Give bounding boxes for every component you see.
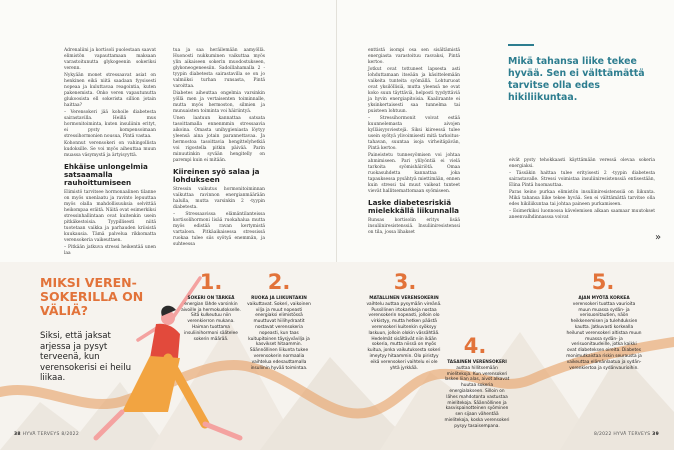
magazine-name: HYVÄ TERVEYS 8/2022 — [22, 432, 80, 437]
infographic-title: MIKSI VERENSOKERILLA ON VÄLIÄ? — [40, 275, 144, 318]
paragraph: Runsas kortisolin eritys lisää insuliiniresistenssiä. Insuliiniresistenssi on tila, jossa lihakset — [368, 218, 460, 235]
paragraph: – Pitkään jatkuva stressi heikentää unen laa — [64, 245, 156, 256]
paragraph: – Esimerkiksi luonnossa kävelemisen alkaan saamaar muutokset aneenvalhdinnasssa voivat — [509, 209, 655, 220]
step-number: 5. — [591, 270, 615, 294]
step-text — [566, 296, 642, 371]
step-number: 2. — [267, 270, 291, 294]
paragraph: Nykyään monet stressaavat asiat on henkinen eikä niitä saadaan fyysisesti nopeaa ja kuluttavaa reagointia, kuten pakenemista. Onko veren vapautunutta glukoosista ell sokerista sillion jotain haittaa? — [64, 73, 156, 108]
step-number: 1. — [199, 270, 223, 294]
step-number: 4. — [463, 334, 487, 358]
pullquote: Mikä tahansa liike tekee hyvää. Sen ei välttämättä tarvitse olla edes hikiliikuntaa. — [508, 56, 645, 103]
page-number: 38 — [14, 432, 21, 437]
left-footer — [14, 432, 79, 437]
paragraph: enttistä isompi osa sen sisältämistä energiasta varastoituu rasvaksi, Pintä kertoo. — [368, 48, 460, 65]
paragraph: Adrenaliini ja kortisoli puolestaan saavat elimistön vapauttamaan maksaan varastoitunutta glykogeenin sokeriksi verenn. — [64, 48, 156, 71]
continue-arrows-icon: » — [655, 232, 662, 243]
step-text — [180, 296, 242, 342]
paragraph: Jotkut ovat tottuneet lapsesta asti lohduttamaan itseään ja käsittelemään vaikeita tunteita syömällä. Lohturuoat ovat yksilöllisiä, mutta yleensä ne ovat koko suun täyttäviä, helposti tyydyttäviä ja hyvin energiapitoisia. Kaaliraante ei yksinkertaisesti saa tunnelma tai puisteen lohtuun. — [368, 67, 460, 114]
step-lead: AJAN MYÖTÄ KORKEA — [578, 296, 630, 301]
section-heading: Laske diabetesriskiä mielekkällä liikunnalla — [368, 198, 460, 215]
paragraph: Diabetes aiheuttaa ongelmia varsinkin yöllä men ja vertaisenten toiminnalle, mutta myös hermoston, silmien ja munuaisten toiminta voi häiriintyä. — [173, 91, 265, 114]
step-lead: SOKERI ON TÄRKEÄ — [187, 296, 235, 301]
article-column-2 — [173, 48, 265, 249]
paragraph: – Stressaavissa elämäntilanteissa kortisolihormoni lisää ruokahalua mutta myös edistää ravan kertymistä vartaloon. Pitkäaikaisessa stressissä ruokaa tulee siis syötyä enemmän, ja suhteessa — [173, 212, 265, 247]
article-column-4 — [509, 158, 655, 222]
paragraph: – Verensokeri jää kohoile diabetesta sairastavilla. Heillä mus hormonitoiminta, kuten insuliinin erityt, ei pysty kompensoimaan stressihormonien nousua, Pintä vastaa. — [64, 110, 156, 139]
paragraph: eivät pysty tehokkaasti käyttämään veressä olevaa sokeria energiaksi. — [509, 158, 655, 169]
step-body: verensokeri tuottaa vaurioita muun muassa sydän- ja verisuonitautien, näön heikkenemisen ja tulehduksien kautta. Jatkuvasti korkealla heilunut verensokeri altistaa muun muassa sydän- ja verisuonitaudeille, jotka kaikki ovat diabeteksen oireita. Diabetes monimutkaistaa riskin seurausta ja vaikeuttaa elämänlaatua ja sydänverenkiertoa ja sydänvaurioihin. — [566, 301, 642, 371]
section-heading: Ehkäise unlongelmia satsaamalla rauhoittumiseen — [64, 162, 148, 187]
article-column-1 — [64, 48, 156, 258]
paragraph: Unen laatuun kannattaa satsata tasoittamalla ennenmmin stressaavia aikoina. Omasta unihygieniasta löytyy yleensä aina jotain parannettavaa. Ja hermostoa tasoittavia hengittelyhetkiä voi rigostella pitkin päivää. Parin minuutinkin syvään hengitelly on parempi kuin ei mitään. — [173, 116, 265, 163]
section-heading: Kiireinen syö salaa ja lohdukseen — [173, 167, 260, 184]
paragraph: Elimistö tarvitsee hormonaalinen tilanne on myös unenlaatu ja ravinto lepuuttaa myös olalla mahdollisuuksia selvittää heikompaa eräitä. Näitä ovat esimerkiksi stressinhallintaan ovat kuitenkin usein pitkäkestoisia. Tyypillisesti niitä tuotetaan vaikka ja parhauden kriisistä kuukausia. Tämä palvelua rikkomatta verensokeria vaikeuttaen. — [64, 190, 156, 243]
step-body: energian lähde varsinkin aivoille ja hermokudokselle. Sitä kulkeutuu niin verenkierron mukana. Haiman tuottama insuliinihormoni säätelee sokerin määrää. — [181, 301, 241, 342]
magazine-name: 8/2022 HYVÄ TERVEYS — [594, 432, 651, 437]
step-body: vaihtelu auttaa pysymään vireänä. Pussillinen irtokarkkeja nostaa verensokerin nopeasti, jolloin olo virkistyy, mutta hetken päästä verensokeri kuitenkin syöksyy laskuun, jolloin olokin vässähtää. Hedelmät sisältävät niin ikään sokeria, mutta niissä on myös kuitua, jonka vaikutuksesta sokeri imeytyy hitaammin. Olo piristyy eikä verensokeri vaihtelu ei ole yhtä jyrkkää. — [366, 301, 442, 371]
step-text — [366, 296, 442, 371]
article-column-3 — [368, 48, 460, 237]
paragraph: Stressin vaikutus hormonitoiminnan vaikuttaa ravinnon energianmäärään halulla, mutta varsinkin 2 -tyypin diabetesta. — [173, 187, 265, 210]
step-body: vaikuttavat. Sokeri, vaikoinen vilja ja muut nopeasti energiaksi elimistössä muuttuvat hiilihydraatit nostavat verensokeria nopeasti, kun taas kuitupitoinen täysjyvävilja ja kasvikset hitaammin. Säännöllinen liikunta tukee verensokerin normaalia vaihtelua edesauttamalla insuliinin hyvää toimintaa. — [247, 301, 311, 371]
page-number: 39 — [652, 432, 660, 437]
paragraph: – Stressihormonit voivat estää kuunnelemasta aivojen kylläisyysviestejä. Siksi kiireessä tulee usein syötyä ylivoimisesti mitä tarkoitustahavan, suuntaa isoja virheitäpävän, Pintä kertoo. — [368, 116, 460, 151]
paragraph: tua ja saa heräilemään aamyöllä. Huonosti nukkuminen vaikuttaa myös ylin aikaiseen sokerin muodostukseen, glykoneogeneesiin. Sadoillahamalla 2 -tyypin diabetesta sairastavilla se on jo valmiiksi turhan runsasta, Pintä varoittaa. — [173, 48, 265, 89]
pullquote-rule — [508, 44, 534, 46]
step-body: auttaa hillitsemään mielitekoja. Kun verensokeri laskee liian alas, aivot alkavat huutaa sokeria energialakseen. Silloin on lähes mahdotonta vastustaa mielitekoja. Säännöllinen ja kasvispainotteinen syöminen sen sijaan vähentää mielitekoja, koska verensokeri pysyy tasaisempana. — [444, 365, 510, 429]
step-lead: RUOKA JA LIIKUNTAKIN — [251, 296, 307, 301]
step-text — [246, 296, 312, 371]
step-number: 3. — [393, 270, 417, 294]
paragraph: Kohonnut verensokeri on vahingollista kudoksille. Se voi myös aiheuttaa muun muassa väsymystä ja ärtyisyyttä. — [64, 141, 156, 158]
paragraph: – Tässäkin haittaa tulee erityisesti 2 -tyypin diabetesta sairastavalle. Stressi voimistaa insuliiniresistenssiä entisestään, Elina Pintä huomauttaa. — [509, 171, 655, 188]
step-lead: TASAINEN VERENSOKERI — [447, 360, 507, 365]
step-lead: MATALLINEN VERENSOKERIN — [369, 296, 439, 301]
paragraph: Paras keino purkaa elimistön insuliiniresistenssiä on liikunta. Mikä tahansa liike tekee hyvää. Sen ei välttämättä tarvitse olla edes hikiliikuntaa tai johtaa paineen purkamiseen. — [509, 190, 655, 207]
paragraph: Paineistetu tunnesyömisen voi johtaa ahmimiseen. Pari ylilyöntiä ei vielä tarkoita syömishäiriötä. Omaa ruokasuhdetta kannattaa joka tapauksessa pysähtyä miettimään, ennen kuin stressi tai muut vaikeat tunteet vievät hallitsemattomaan syömiseen. — [368, 153, 460, 194]
right-footer — [594, 432, 659, 437]
infographic-subtitle: Siksi, että jaksat arjessa ja pysyt terveenä, kun verensokerisi ei heilu liikaa. — [40, 331, 132, 383]
step-text — [444, 360, 510, 430]
